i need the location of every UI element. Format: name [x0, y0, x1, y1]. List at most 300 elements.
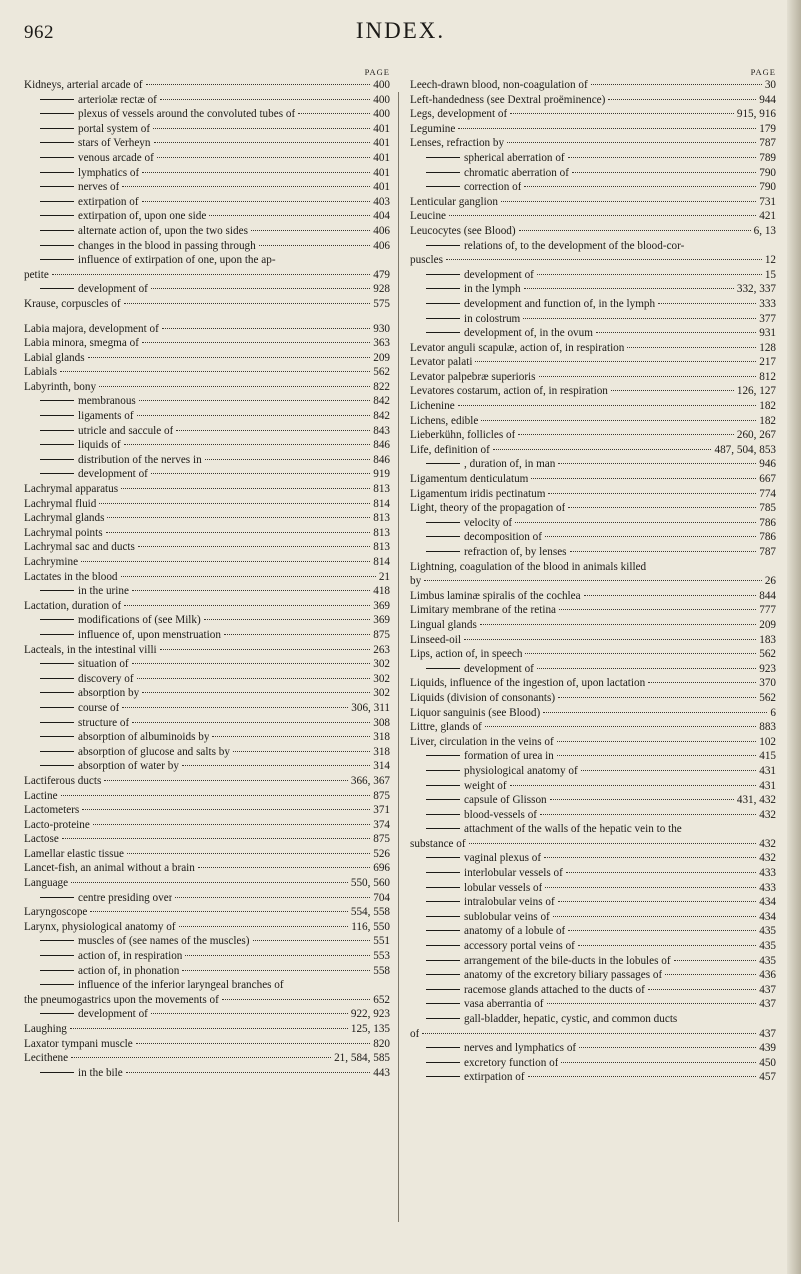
index-term: [24, 584, 129, 599]
index-term: [410, 370, 536, 385]
index-entry: [410, 706, 776, 721]
index-term-text: liquids of: [78, 439, 121, 452]
ditto-dash: [426, 1076, 460, 1077]
dot-leader: [70, 1028, 348, 1029]
running-title: INDEX.: [355, 18, 446, 43]
ditto-dash: [40, 215, 74, 216]
dot-leader: [545, 536, 756, 537]
ditto-dash: [40, 259, 74, 260]
dot-leader: [175, 897, 370, 898]
index-term: [24, 657, 129, 672]
page-reference: 777: [759, 604, 776, 617]
index-term-text: Linseed-oil: [410, 633, 461, 646]
index-term: [410, 399, 455, 414]
index-entry: [24, 136, 390, 151]
index-term-text: accessory portal veins of: [464, 940, 575, 953]
page-reference: 813: [373, 483, 390, 496]
index-term-text: racemose glands attached to the ducts of: [464, 983, 645, 996]
dot-leader: [559, 609, 756, 610]
index-term: [24, 964, 179, 979]
index-term-text: Lenticular ganglion: [410, 195, 498, 208]
dot-leader: [204, 619, 370, 620]
page-reference: 883: [759, 721, 776, 734]
index-term: [410, 93, 605, 108]
index-entry: [410, 954, 776, 969]
index-term-text: Liquids, influence of the ingestion of, upon lactation: [410, 677, 646, 690]
ditto-dash: [426, 332, 460, 333]
ditto-dash: [40, 692, 74, 693]
page-reference: 431: [759, 779, 776, 792]
index-entry: [410, 983, 776, 998]
index-entry: [24, 1022, 390, 1037]
page-reference: 401: [373, 122, 390, 135]
index-term-text: development of, in the ovum: [464, 327, 593, 340]
page-reference: 431: [759, 764, 776, 777]
dot-leader: [568, 507, 756, 508]
dot-leader: [558, 697, 756, 698]
index-entry: [410, 662, 776, 677]
index-entry: [410, 326, 776, 341]
index-term-text: Lactometers: [24, 804, 80, 817]
page-reference: 443: [373, 1066, 390, 1079]
index-entry: [24, 730, 390, 745]
page-reference: 790: [759, 181, 776, 194]
index-term: [24, 730, 209, 745]
index-entry: [24, 540, 390, 555]
index-term-text: physiological anatomy of: [464, 764, 578, 777]
index-entry: [410, 574, 776, 589]
page-reference: 450: [759, 1056, 776, 1069]
index-term-text: Lachrymal fluid: [24, 497, 97, 510]
index-term: [410, 881, 542, 896]
dot-leader: [480, 624, 756, 625]
index-term-text: Levator palpebræ superioris: [410, 370, 536, 383]
index-entry: [410, 78, 776, 93]
dot-leader: [52, 274, 370, 275]
dot-leader: [153, 128, 370, 129]
page-reference: 302: [373, 672, 390, 685]
ditto-dash: [40, 473, 74, 474]
page-reference: 183: [759, 633, 776, 646]
dot-leader: [510, 113, 734, 114]
index-term-text: venous arcade of: [78, 151, 154, 164]
index-term-text: Liquids (division of consonants): [410, 691, 556, 704]
index-term: [24, 891, 172, 906]
dot-leader: [627, 347, 756, 348]
index-term: [410, 195, 498, 210]
index-term: [24, 336, 139, 351]
page-reference: 437: [759, 983, 776, 996]
ditto-dash: [426, 1047, 460, 1048]
index-entry: [410, 691, 776, 706]
page-reference: 125, 135: [350, 1023, 390, 1035]
index-entry: [24, 570, 390, 585]
ditto-dash: [426, 828, 460, 829]
index-entry: [24, 365, 390, 380]
ditto-dash: [40, 663, 74, 664]
index-term-text: Krause, corpuscles of: [24, 297, 121, 310]
dot-leader: [222, 999, 370, 1000]
index-term-text: in the lymph: [464, 283, 521, 296]
ditto-dash: [426, 274, 460, 275]
index-term: [24, 789, 58, 804]
dot-leader: [142, 201, 371, 202]
index-term-text: by: [410, 575, 422, 588]
ditto-dash: [40, 245, 74, 246]
dot-leader: [558, 901, 757, 902]
dot-leader: [251, 230, 370, 231]
page-reference: 21, 584, 585: [334, 1052, 390, 1065]
index-entry: [24, 497, 390, 512]
page-reference: 946: [759, 458, 776, 471]
index-entry: [410, 851, 776, 866]
index-entry: [410, 487, 776, 502]
dot-leader: [124, 444, 371, 445]
index-entry: [410, 239, 776, 254]
index-term: [24, 526, 103, 541]
index-entry: [410, 180, 776, 195]
index-entry: [24, 526, 390, 541]
dot-leader: [99, 503, 370, 504]
dot-leader: [446, 259, 762, 260]
page-reference: 562: [759, 648, 776, 661]
index-term-text: Lenses, refraction by: [410, 137, 505, 150]
dot-leader: [182, 765, 370, 766]
index-entry: [24, 920, 390, 935]
index-term: [410, 735, 554, 750]
index-term: [410, 312, 520, 327]
index-term: [24, 1022, 67, 1037]
index-term-text: Lachrymine: [24, 556, 79, 568]
index-term: [410, 793, 547, 808]
index-entry: [410, 107, 776, 122]
index-term: [24, 511, 104, 526]
index-entry: [24, 409, 390, 424]
dot-leader: [122, 186, 370, 187]
dot-leader: [127, 853, 370, 854]
index-term: [410, 326, 593, 341]
index-term-text: excretory function of: [464, 1056, 559, 1069]
index-entry: [24, 599, 390, 614]
page-reference: 318: [373, 731, 390, 744]
index-term-text: influence of, upon menstruation: [78, 628, 221, 641]
index-entry: [410, 749, 776, 764]
dot-leader: [62, 838, 370, 839]
index-term: [24, 166, 139, 181]
page-reference: 930: [373, 322, 390, 335]
index-term: [410, 706, 540, 721]
index-entry: [24, 78, 390, 93]
index-term-text: extirpation of: [464, 1071, 525, 1084]
index-entry: [24, 107, 390, 122]
page-reference: 787: [759, 546, 776, 558]
ditto-dash: [426, 872, 460, 873]
index-term: [24, 949, 182, 964]
index-term-text: changes in the blood in passing through: [78, 239, 256, 252]
index-entry: [24, 1051, 390, 1066]
index-entry: [410, 195, 776, 210]
index-term: [410, 924, 565, 939]
index-term: [24, 540, 135, 555]
page-reference: 435: [759, 940, 776, 953]
index-term: [24, 716, 129, 731]
ditto-dash: [40, 940, 74, 941]
ditto-dash: [426, 945, 460, 946]
dot-leader: [553, 916, 756, 917]
index-term-text: membranous: [78, 395, 136, 408]
page-reference: 575: [373, 297, 390, 310]
index-entry: [410, 122, 776, 137]
index-term: [24, 672, 134, 687]
index-term-text: influence of extirpation of one, upon the ap-: [78, 254, 276, 267]
index-entry: [24, 716, 390, 731]
index-entry: [410, 808, 776, 823]
index-term-text: development and function of, in the lymph: [464, 297, 656, 310]
ditto-dash: [40, 751, 74, 752]
index-entry: [410, 1056, 776, 1071]
page-reference: 731: [759, 195, 776, 208]
index-term: [410, 443, 490, 458]
index-term-text: Leucine: [410, 210, 447, 223]
page-reference: 260, 267: [736, 429, 776, 442]
index-term-text: alternate action of, upon the two sides: [78, 224, 248, 237]
index-term-text: Lachrymal points: [24, 526, 103, 539]
index-term: [410, 560, 646, 575]
index-term-text: Left-handedness (see Dextral proëminence): [410, 93, 606, 106]
index-entry: [410, 924, 776, 939]
page-reference: 369: [373, 599, 390, 612]
dot-leader: [537, 668, 756, 669]
index-entry: [410, 312, 776, 327]
page-reference: 431, 432: [736, 794, 776, 807]
page-reference: 126, 127: [736, 385, 776, 398]
index-term: [410, 633, 461, 648]
page-reference: 550, 560: [350, 877, 390, 890]
dot-leader: [524, 186, 756, 187]
dot-leader: [151, 1013, 348, 1014]
index-term-text: Lactose: [24, 833, 59, 846]
index-term-text: sublobular veins of: [464, 910, 550, 923]
index-term-text: development of: [78, 468, 148, 481]
ditto-dash: [426, 668, 460, 669]
index-entry: [24, 934, 390, 949]
index-term-text: vasa aberrantia of: [464, 998, 544, 1011]
index-term-text: the pneumogastrics upon the movements of: [24, 993, 219, 1006]
index-entry: [410, 297, 776, 312]
page-reference: 436: [759, 969, 776, 982]
index-term-text: in colostrum: [464, 312, 521, 325]
index-term: [410, 691, 555, 706]
index-term: [24, 1007, 148, 1022]
index-term-text: Lecithene: [24, 1052, 69, 1065]
index-term: [24, 1051, 68, 1066]
index-term: [410, 574, 421, 589]
dot-leader: [608, 99, 756, 100]
index-entry: [410, 633, 776, 648]
ditto-dash: [426, 157, 460, 158]
dot-leader: [106, 532, 371, 533]
page-reference: 790: [759, 166, 776, 179]
index-term-text: muscles of (see names of the muscles): [78, 935, 250, 948]
dot-leader: [557, 755, 756, 756]
index-term: [410, 530, 542, 545]
index-entry: [24, 686, 390, 701]
index-term-text: Lacto-proteine: [24, 818, 90, 831]
index-entry: [410, 224, 776, 239]
page-reference: 217: [759, 356, 776, 369]
dot-leader: [81, 561, 370, 562]
page-reference: 302: [373, 687, 390, 700]
page-reference: 400: [373, 93, 390, 106]
dot-leader: [578, 945, 756, 946]
index-term-text: Labyrinth, bony: [24, 380, 97, 393]
index-term: [410, 968, 662, 983]
index-term: [410, 1012, 677, 1027]
index-entry: [410, 1012, 776, 1027]
index-term: [410, 808, 537, 823]
index-term-text: weight of: [464, 779, 507, 792]
index-term: [410, 78, 588, 93]
index-term: [24, 599, 121, 614]
index-entry: [24, 949, 390, 964]
index-term-text: velocity of: [464, 516, 513, 529]
index-term-text: Ligamentum denticulatum: [410, 473, 529, 486]
index-entry: [410, 268, 776, 283]
index-entry: [24, 891, 390, 906]
index-term: [410, 910, 550, 925]
index-term: [24, 497, 96, 512]
index-entry: [410, 822, 776, 837]
index-term: [24, 224, 248, 239]
dot-leader: [107, 517, 370, 518]
dot-leader: [449, 215, 756, 216]
index-entry: [24, 166, 390, 181]
column-divider: [398, 92, 399, 1222]
index-term-text: Lactates in the blood: [24, 570, 118, 583]
dot-leader: [198, 867, 370, 868]
index-entry: [410, 209, 776, 224]
page-reference: 844: [759, 589, 776, 602]
page-reference: 209: [373, 351, 390, 364]
index-term-text: Limitary membrane of the retina: [410, 604, 557, 617]
index-term: [410, 268, 534, 283]
index-entry: [24, 239, 390, 254]
page-reference: 363: [373, 337, 390, 350]
index-term-text: blood-vessels of: [464, 808, 538, 821]
index-entry: [410, 399, 776, 414]
dot-leader: [540, 814, 756, 815]
dot-leader: [458, 128, 756, 129]
index-entry: [24, 745, 390, 760]
index-term: [410, 341, 624, 356]
dot-leader: [524, 288, 734, 289]
dot-leader: [121, 576, 376, 577]
page-reference: 318: [373, 745, 390, 758]
index-term-text: Lactiferous ducts: [24, 774, 102, 787]
dot-leader: [122, 707, 348, 708]
index-term: [410, 939, 575, 954]
index-term: [24, 482, 118, 497]
page-reference: 128: [759, 341, 776, 354]
index-term: [24, 555, 78, 570]
index-term: [24, 282, 148, 297]
page-reference: 562: [759, 691, 776, 704]
page-reference: 421: [759, 210, 776, 223]
index-term-text: formation of urea in: [464, 750, 554, 763]
dot-leader: [485, 726, 756, 727]
index-term-text: influence of the inferior laryngeal branches of: [78, 979, 284, 992]
index-term-text: Lightning, coagulation of the blood in animals killed: [410, 560, 647, 573]
dot-leader: [233, 751, 370, 752]
index-term: [410, 779, 507, 794]
index-term: [24, 847, 124, 862]
index-term: [24, 268, 49, 283]
index-term-text: action of, in respiration: [78, 950, 183, 963]
dot-leader: [121, 488, 370, 489]
ditto-dash: [426, 551, 460, 552]
index-term: [410, 545, 567, 560]
ditto-dash: [40, 619, 74, 620]
page-reference: 787: [759, 137, 776, 150]
index-term-text: situation of: [78, 658, 129, 671]
index-entry: [24, 876, 390, 891]
index-term-text: nerves of: [78, 181, 120, 194]
index-term: [24, 365, 57, 380]
index-term-text: Lachrymal sac and ducts: [24, 541, 135, 554]
dot-leader: [519, 230, 751, 231]
dot-leader: [157, 157, 370, 158]
index-term: [410, 224, 516, 239]
dot-leader: [205, 459, 371, 460]
index-term-text: vaginal plexus of: [464, 852, 542, 865]
page-reference: 437: [759, 1027, 776, 1040]
index-entry: [410, 136, 776, 151]
dot-leader: [548, 493, 756, 494]
page-reference: 6: [770, 706, 776, 719]
index-term: [410, 151, 565, 166]
page-column-label: PAGE: [750, 67, 776, 77]
page-reference: 923: [759, 662, 776, 675]
ditto-dash: [426, 522, 460, 523]
page-reference: 406: [373, 239, 390, 252]
index-term: [410, 472, 528, 487]
index-term-text: Liquor sanguinis (see Blood): [410, 706, 541, 719]
page-reference: 434: [759, 910, 776, 923]
index-term-text: Lieberkühn, follicles of: [410, 429, 516, 442]
index-term-text: Lactine: [24, 789, 58, 802]
page-reference: 479: [373, 268, 390, 281]
index-entry: [410, 355, 776, 370]
index-entry-list: [410, 78, 776, 1085]
page-reference: 652: [373, 993, 390, 1006]
page-reference: 21: [378, 570, 390, 583]
page-reference: 820: [373, 1037, 390, 1050]
page-reference: 813: [373, 526, 390, 539]
dot-leader: [458, 405, 756, 406]
index-entry: [24, 701, 390, 716]
index-term: [410, 866, 563, 881]
index-entry: [410, 370, 776, 385]
index-term-text: decomposition of: [464, 531, 542, 544]
dot-leader: [104, 780, 347, 781]
index-entry: [410, 472, 776, 487]
index-term: [24, 136, 151, 151]
page-reference: 406: [373, 224, 390, 237]
ditto-dash: [40, 678, 74, 679]
dot-leader: [160, 649, 371, 650]
index-entry: [24, 774, 390, 789]
index-term-text: Kidneys, arterial arcade of: [24, 79, 143, 91]
